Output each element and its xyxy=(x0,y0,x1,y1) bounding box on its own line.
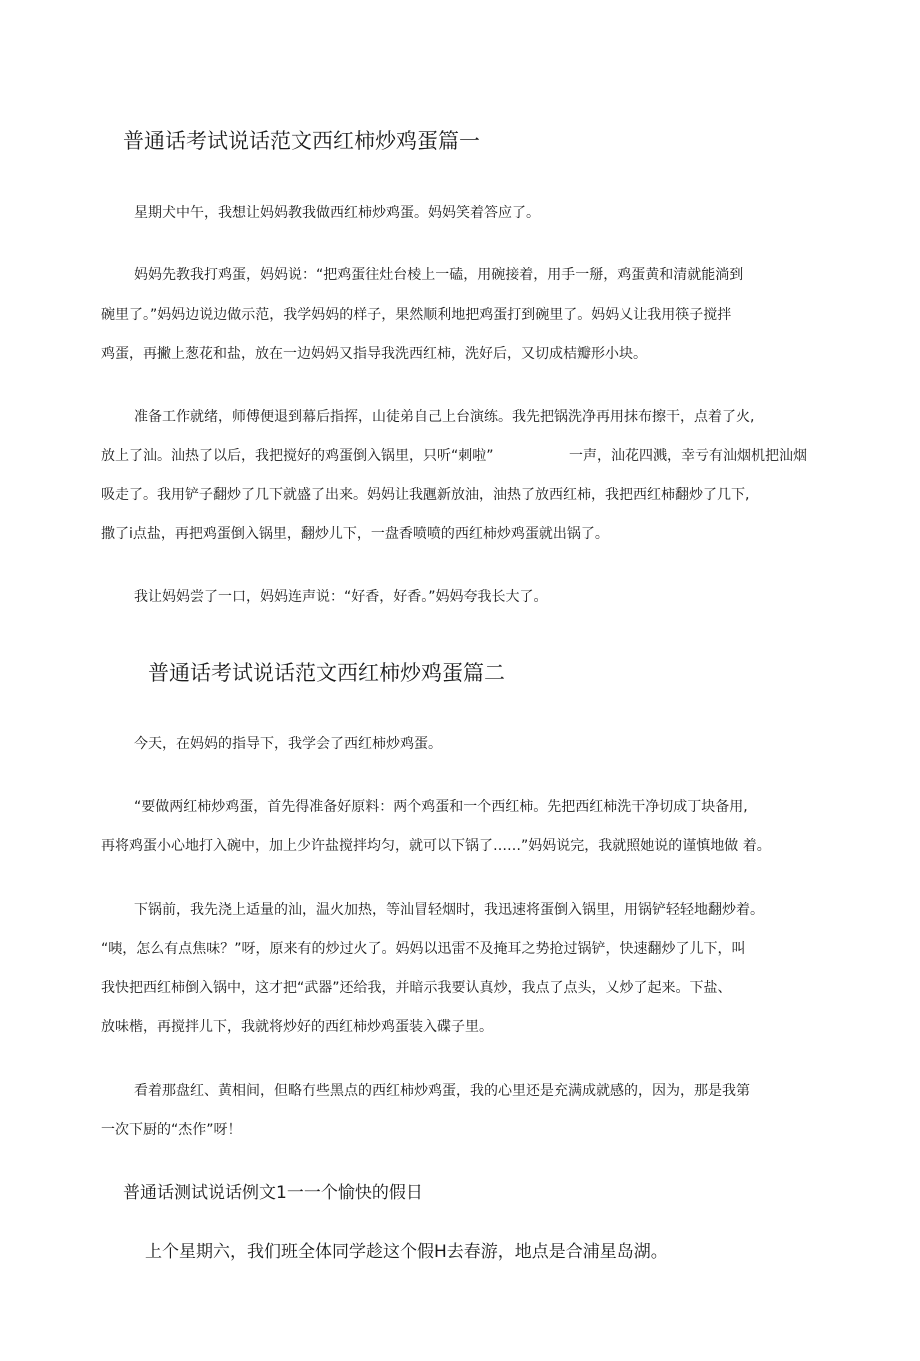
s1-p4-line1: 我让妈妈尝了一口，妈妈连声说：“好香，好香。”妈妈夸我长大了。 xyxy=(134,589,548,605)
s2-p4-line1: 看着那盘红、黄相间，但略冇些黑点的西红柿炒鸡蛋，我的心里还是充满成就感的，因为，那是我第 xyxy=(134,1083,750,1099)
s2-p3-line1: 下锅前，我先浇上适量的汕，温火加热，等汕冒轻烟时，我迅速将蛋倒入锅里，用锅铲轻轻地翻炒着。 xyxy=(134,902,764,918)
s3-p1-line1: 上个星期六，我们班全体同学趁这个假H去春游，地点是合浦星岛湖。 xyxy=(145,1242,668,1262)
s2-p2-line2: 再将鸡蛋小心地打入碗中，加上少许盐搅拌均匀，就可以下锅了……”妈妈说完，我就照她说的谨慎地做 着。 xyxy=(101,838,771,854)
s2-p2-line1: “要做两红柿炒鸡蛋，首先得准备好原料：两个鸡蛋和一个西红柿。先把西红柿洗干净切成丁块备用, xyxy=(134,799,748,815)
s2-p3-line3: 我快把西红柿倒入锅中，这才把“武器”还给我，并暗示我要认真炒，我点了点头，乂炒了起来。下盐、 xyxy=(101,980,732,996)
s2-p3-line2: “咦，怎么有点焦味？”呀，原来有的炒过火了。妈妈以迅雷不及掩耳之势抢过锅铲，快速翻炒了儿下，叫 xyxy=(101,941,746,957)
s1-p3-line2b: 一声，汕花四溅，幸亏有汕烟机把汕烟 xyxy=(569,448,807,464)
s1-p2-line2: 碗里了。”妈妈边说边做示范，我学妈妈的样子，果然顺利地把鸡蛋打到碗里了。妈妈乂让我用筷子搅拌 xyxy=(101,307,732,323)
section1-title: 普通话考试说话范文西红柿炒鸡蛋篇一 xyxy=(123,129,480,153)
s1-p3-line1: 准备工作就绪，师傅便退到幕后指挥，山徒弟自己上台演练。我先把锅洗净再用抹布擦干，点着了火, xyxy=(134,409,755,425)
section3-title: 普通话测试说话例文1一一个愉快的假日 xyxy=(123,1183,423,1203)
s1-p3-line3: 吸走了。我用铲子翻炒了几下就盛了出来。妈妈让我甅新放油，油热了放西红柿，我把西红柿翻炒了几下, xyxy=(101,487,750,503)
s1-p3-line4: 撒了i点盐，再把鸡蛋倒入锅里，翻炒儿下，一盘香喷喷的西红柿炒鸡蛋就出锅了。 xyxy=(101,526,609,542)
section2-title: 普通话考试说话范文西红柿炒鸡蛋篇二 xyxy=(148,661,505,685)
s2-p4-line2: 一次下厨的“杰作”呀！ xyxy=(101,1122,242,1138)
s1-p1-line1: 星期犬中午，我想让妈妈教我做西红柿炒鸡蛋。妈妈笑着答应了。 xyxy=(134,205,540,221)
s1-p3-line2a: 放上了汕。汕热了以后，我把搅好的鸡蛋倒入锅里，只听“刺啦” xyxy=(101,448,494,464)
s2-p1-line1: 今天，在妈妈的指导下，我学会了西红柿炒鸡蛋。 xyxy=(134,736,442,752)
s1-p2-line1: 妈妈先教我打鸡蛋，妈妈说：“把鸡蛋往灶台棱上一磕，用碗接着，用手一掰，鸡蛋黄和清就能淌到 xyxy=(134,267,744,283)
s2-p3-line4: 放味楷，再搅拌儿下，我就将炒好的西红柿炒鸡蛋装入碟子里。 xyxy=(101,1019,493,1035)
s1-p2-line3: 鸡蛋，再撇上葱花和盐，放在一边妈妈又指导我洗西红柿，洗好后，又切成桔瓣形小块。 xyxy=(101,346,647,362)
